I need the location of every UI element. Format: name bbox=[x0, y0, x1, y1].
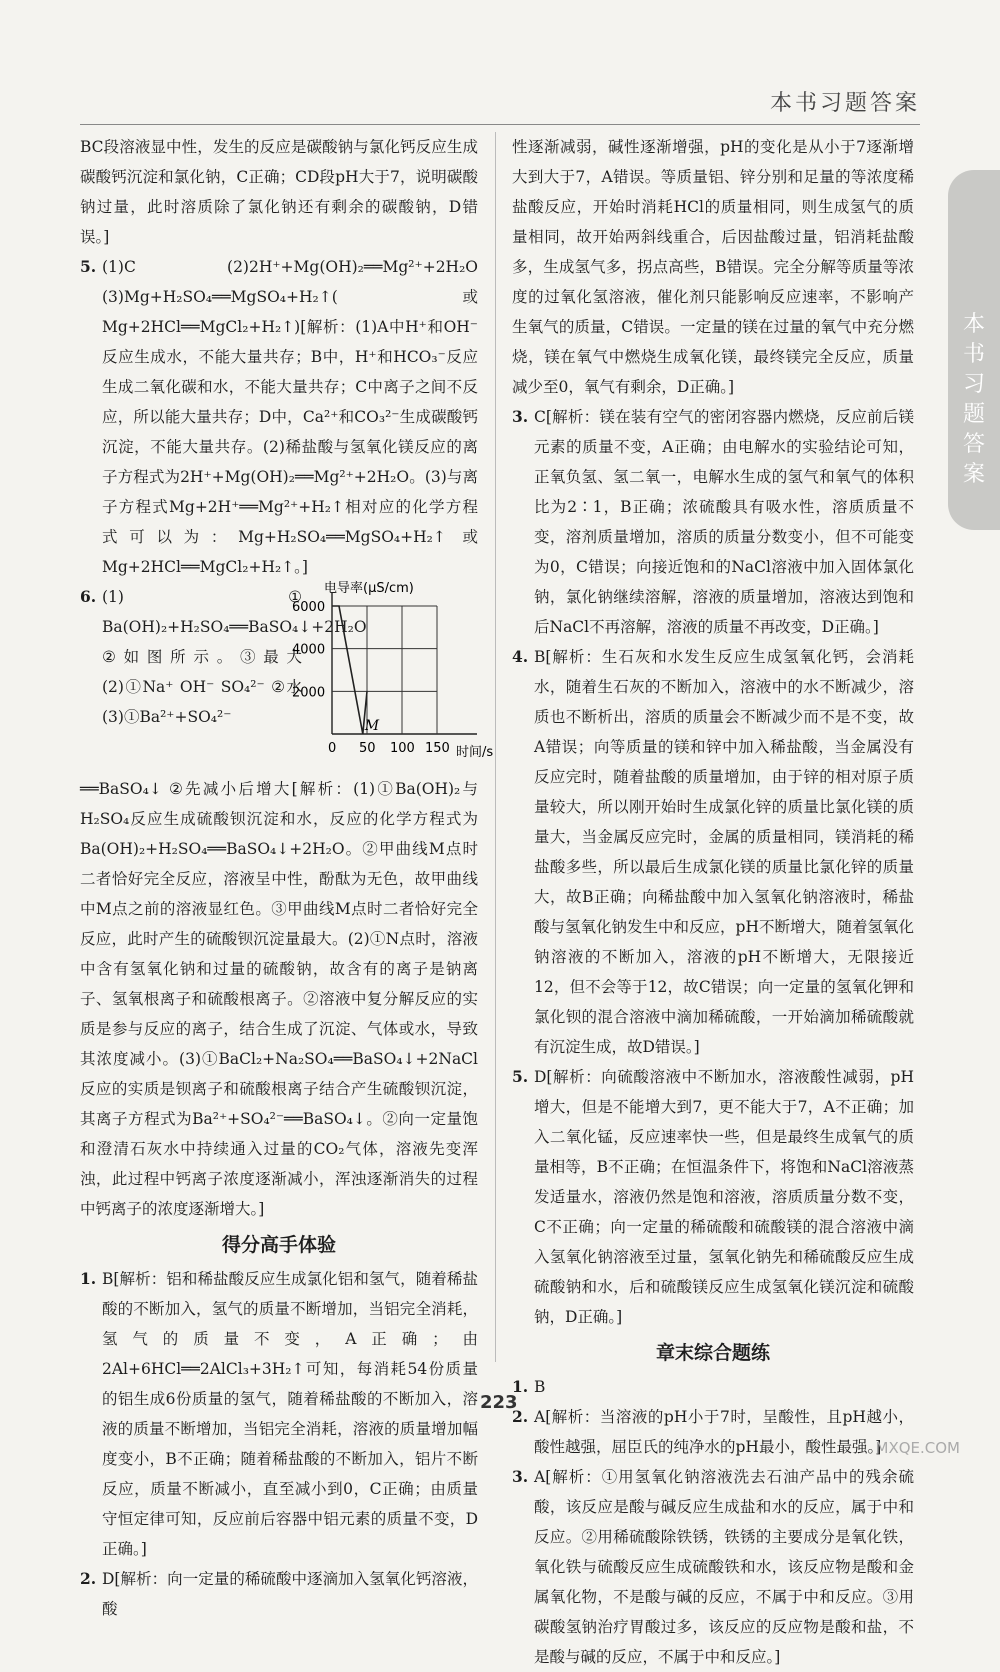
chart-ylabel: 电导率(μS/cm) bbox=[324, 581, 414, 596]
practice-answer-3 bbox=[512, 402, 914, 642]
chapter-answer-1 bbox=[512, 1372, 914, 1402]
chapter-answer-3 bbox=[512, 1462, 914, 1672]
answer-text: (1)C (2)2H⁺+Mg(OH)₂══Mg²⁺+2H₂O (3)Mg+H₂SO₄══MgSO₄+H₂↑(或Mg+2HCl══MgCl₂+H₂↑)[解析：(1)A中H⁺和OH⁻反应生成水，不能大量共存；B中，H⁺和HCO₃⁻反应生成二氧化碳和水，不能大量共存；C中离子之间不反应，所以能大量共存；D中，Ca²⁺和CO₃²⁻生成碳酸钙沉淀，不能大量共存。(2)稀盐酸与氢氧化镁反应的离子方程式为2H⁺+Mg(OH)₂══Mg²⁺+2H₂O。(3)与离子方程式Mg+2H⁺══Mg²⁺+H₂↑相对应的化学方程式可以为：Mg+H₂SO₄══MgSO₄+H₂↑ 或 Mg+2HCl══MgCl₂+H₂↑。] bbox=[102, 258, 478, 576]
answer-text: D[解析：向硫酸溶液中不断加水，溶液酸性减弱，pH增大，但是不能增大到7，更不能大于7，A不正确；加入二氧化锰，反应速率快一些，但是最终生成氧气的质量相等，B不正确；在恒温条件下，将饱和NaCl溶液蒸发适量水，溶液仍然是饱和溶液，溶质质量分数不变，C不正确；向一定量的稀硫酸和硫酸镁的混合溶液中滴入氢氧化钠溶液至过量，氢氧化钠先和稀硫酸反应生成硫酸钠和水，后和硫酸镁反应生成氢氧化镁沉淀和硫酸钠，D正确。] bbox=[534, 1068, 914, 1326]
practice-answer-5 bbox=[512, 1062, 914, 1332]
answer-text: B[解析：铝和稀盐酸反应生成氯化铝和氢气，随着稀盐酸的不断加入，氢气的质量不断增加，当铝完全消耗，氢气的质量不变，A正确；由2Al+6HCl══2AlCl₃+3H₂↑可知，每消耗54份质量的铝生成6份质量的氢气，随着稀盐酸的不断加入，溶液的质量不断增加，当铝完全消耗，溶液的质量增加幅度变小，B不正确；随着稀盐酸的不断加入，铝片不断反应，质量不断减小，直至减小到0，C正确；由质量守恒定律可知，反应前后容器中铝元素的质量不变，D正确。] bbox=[102, 1270, 478, 1558]
chart-series-line bbox=[332, 606, 367, 734]
practice-answer-1 bbox=[80, 1264, 478, 1564]
continued-paragraph: 性逐渐减弱，碱性逐渐增强，pH的变化是从小于7逐渐增大到大于7，A错误。等质量铝、锌分别和足量的等浓度稀盐酸反应，开始时消耗HCl的质量相同，则生成氢气的质量相同，故开始两斜线重合，后因盐酸过量，铝消耗盐酸多，生成氢气多，拐点高些，B错误。完全分解等质量等浓度的过氧化氢溶液，催化剂只能影响反应速率，不影响产生氧气的质量，C错误。一定量的镁在过量的氧气中充分燃烧，镁在氧气中燃烧生成氧化镁，最终镁完全反应，质量减少至0，氧气有剩余，D正确。] bbox=[512, 138, 914, 396]
question-number: 3. bbox=[512, 407, 529, 426]
chart-grid bbox=[332, 592, 477, 734]
continued-paragraph: BC段溶液显中性，发生的反应是碳酸钠与氯化钙反应生成碳酸钙沉淀和氯化钠，C正确；CD段pH大于7，说明碳酸钠过量，此时溶质除了氯化钠还有剩余的碳酸钠，D错误。] bbox=[80, 138, 478, 246]
header-rule bbox=[80, 124, 920, 125]
answer-text: D[解析：向一定量的稀硫酸中逐滴加入氢氧化钙溶液，酸 bbox=[102, 1570, 478, 1618]
left-column bbox=[80, 132, 494, 1624]
question-number: 1. bbox=[512, 1377, 529, 1396]
chapter-answer-2 bbox=[512, 1402, 914, 1462]
chart-x-tick-label: 50 bbox=[359, 741, 376, 756]
question-number: 5. bbox=[512, 1067, 529, 1086]
answer-6-rest: ══BaSO₄↓ ②先减小后增大[解析：(1)①Ba(OH)₂与H₂SO₄反应生成硫酸钡沉淀和水，反应的化学方程式为Ba(OH)₂+H₂SO₄══BaSO₄↓+2H₂O。②甲曲线M点时二者恰好完全反应，溶液呈中性，酚酞为无色，故甲曲线中M点之前的溶液显红色。③甲曲线M点时二者恰好完全反应，此时产生的硫酸钡沉淀量最大。(2)①N点时，溶液中含有氢氧化钠和过量的硫酸钠，故含有的离子是钠离子、氢氧根离子和硫酸根离子。②溶液中复分解反应的实质是参与反应的离子，结合生成了沉淀、气体或水，导致其浓度减小。(3)①BaCl₂+Na₂SO₄══BaSO₄↓+2NaCl反应的实质是钡离子和硫酸根离子结合产生硫酸钡沉淀，其离子方程式为Ba²⁺+SO₄²⁻══BaSO₄↓。②向一定量饱和澄清石灰水中持续通入过量的CO₂气体，溶液先变浑浊，此过程中钙离子浓度逐渐减小，浑浊逐渐消失的过程中钙离子的浓度逐渐增大。] bbox=[80, 780, 478, 1218]
answer-text: B[解析：生石灰和水发生反应生成氢氧化钙，会消耗水，随着生石灰的不断加入，溶液中的水不断减少，溶质也不断析出，溶质的质量会不断减少而不是不变，故A错误；向等质量的镁和锌中加入稀盐酸，当金属没有反应完时，随着盐酸的质量增加，由于锌的相对原子质量较大，所以刚开始时生成氯化锌的质量比氯化镁的质量大，当金属反应完时，金属的质量相同，镁消耗的稀盐酸多些，所以最后生成氯化镁的质量比氯化锌的质量大，故B正确；向稀盐酸中加入氢氧化钠溶液时，稀盐酸与氢氧化钠发生中和反应，pH不断增大，随着氢氧化钠溶液的不断加入，溶液的pH不断增大，无限接近12，但不会等于12，故C错误；向一定量的氢氧化钾和氯化钡的混合溶液中滴加稀硫酸，一开始滴加稀硫酸就有沉淀生成，故D错误。] bbox=[534, 648, 914, 1056]
question-number: 1. bbox=[80, 1269, 97, 1288]
answer-5 bbox=[80, 252, 478, 582]
section-title-defen: 得分高手体验 bbox=[221, 1234, 336, 1256]
answer-text: A[解析：当溶液的pH小于7时，呈酸性，且pH越小，酸性越强，屈臣氏的纯净水的pH最小，酸性最强。] bbox=[534, 1408, 914, 1456]
practice-answer-2 bbox=[80, 1564, 478, 1624]
question-number: 5. bbox=[80, 257, 97, 276]
chart-annotation-m: M bbox=[364, 718, 380, 734]
answer-6-head bbox=[80, 581, 494, 774]
section-title-zhangmo: 章末综合题练 bbox=[655, 1342, 770, 1364]
chart-y-tick-label: 4000 bbox=[292, 642, 326, 658]
chart-y-tick-label: 6000 bbox=[292, 600, 326, 615]
chart-xlabel: 时间/s bbox=[456, 745, 494, 760]
question-number: 2. bbox=[80, 1569, 97, 1588]
practice-answer-4 bbox=[512, 642, 914, 1062]
question-number: 2. bbox=[512, 1407, 529, 1426]
answer-text: A[解析：①用氢氧化钠溶液洗去石油产品中的残余硫酸，该反应是酸与碱反应生成盐和水的反应，属于中和反应。②用稀硫酸除铁锈，铁锈的主要成分是氧化铁，氧化铁与硫酸反应生成硫酸铁和水，该反应物是酸和金属氧化物，不是酸与碱的反应，不属于中和反应。③用碳酸氢钠治疗胃酸过多，该反应的反应物是酸和盐，不是酸与碱的反应，不属于中和反应。] bbox=[534, 1468, 914, 1666]
chart-x-tick-label: 100 bbox=[390, 741, 415, 756]
chart-x-tick-label: 0 bbox=[328, 741, 337, 756]
page-number: 223 bbox=[480, 1392, 518, 1413]
chart-y-tick-label: 2000 bbox=[292, 685, 326, 701]
side-tab-label: 本书习题答案 bbox=[962, 312, 985, 487]
answer-text: (1)① Ba(OH)₂+H₂SO₄══BaSO₄↓+2H₂O ②如图所示。③最大 (2)①Na⁺ OH⁻ SO₄²⁻ ②水 (3)①Ba²⁺+SO₄²⁻ bbox=[102, 588, 367, 726]
answer-text: C[解析：镁在装有空气的密闭容器内燃烧，反应前后镁元素的质量不变，A正确；由电解水的实验结论可知，正氧负氢、氢二氧一，电解水生成的氢气和氧气的体积比为2∶1，B正确；浓硫酸具有吸水性，溶质质量不变，溶剂质量增加，溶质的质量分数变小，但不可能变为0，C错误；向接近饱和的NaCl溶液中加入固体氯化钠，氯化钠继续溶解，溶液的质量增加，溶液达到饱和后NaCl不再溶解，溶液的质量不再改变，D正确。] bbox=[534, 408, 914, 636]
question-number: 6. bbox=[80, 587, 97, 606]
answer-text: B bbox=[534, 1378, 546, 1396]
watermark-text: MXQE.COM bbox=[875, 1439, 960, 1457]
chart-x-tick-label: 150 bbox=[425, 741, 450, 756]
question-number: 4. bbox=[512, 647, 529, 666]
right-column bbox=[512, 132, 914, 1672]
conductivity-chart bbox=[280, 574, 502, 774]
page-header-title: 本书习题答案 bbox=[769, 91, 920, 116]
question-number: 3. bbox=[512, 1467, 529, 1486]
